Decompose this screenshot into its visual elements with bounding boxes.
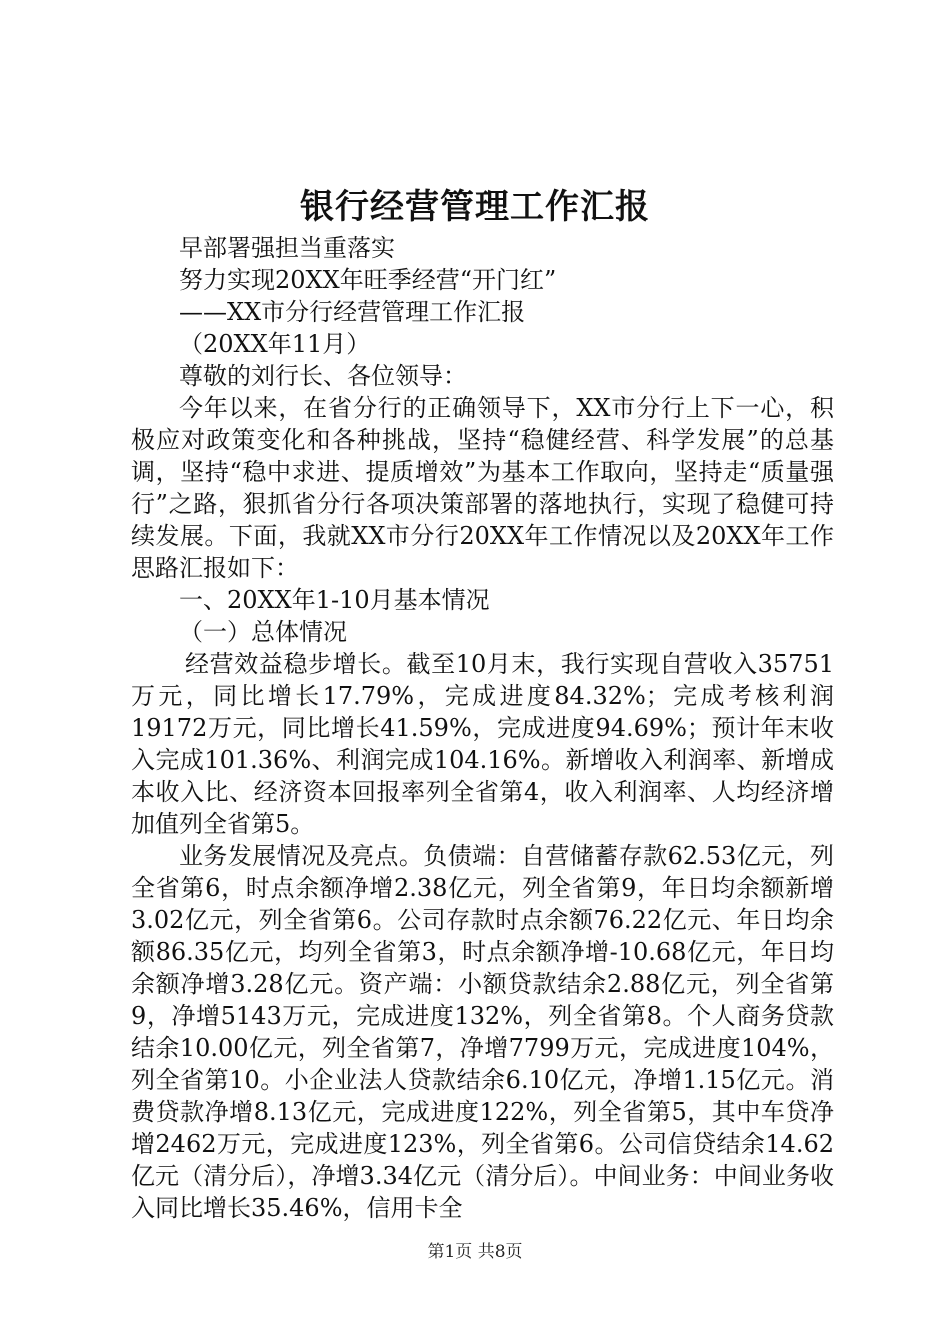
subtitle-line-3: ——XX市分行经营管理工作汇报 (179, 298, 526, 326)
salutation: 尊敬的刘行长、各位领导： (179, 362, 467, 390)
date-line: （20XX年11月） (179, 330, 371, 358)
document-body (131, 232, 834, 1224)
subsection-heading: （一）总体情况 (179, 618, 347, 646)
subtitle-line-1: 早部署强担当重落实 (179, 234, 395, 262)
document-title: 银行经营管理工作汇报 (300, 187, 650, 227)
section-heading: 一、20XX年1-10月基本情况 (179, 586, 490, 614)
subtitle-line-2: 努力实现20XX年旺季经营“开门红” (179, 266, 557, 294)
page-footer: 第1页 共8页 (427, 1242, 523, 1262)
performance-paragraph: 经营效益稳步增长。截至10月末，我行实现自营收入35751万元，同比增长17.79%，完成进度84.32%；完成考核利润19172万元，同比增长41.59%，完成进度94.69%；预计年末收入完成101.36%、利润完成104.16%。新增收入利润率、新增成本收入比、经济资本回报率列全省第4，收入利润率、人均经济增加值列全省第5。 (131, 650, 834, 838)
intro-paragraph: 今年以来，在省分行的正确领导下，XX市分行上下一心，积极应对政策变化和各种挑战，坚持“稳健经营、科学发展”的总基调，坚持“稳中求进、提质增效”为基本工作取向，坚持走“质量强行”之路，狠抓省分行各项决策部署的落地执行，实现了稳健可持续发展。下面，我就XX市分行20XX年工作情况以及20XX年工作思路汇报如下： (131, 394, 834, 582)
business-paragraph: 业务发展情况及亮点。负债端：自营储蓄存款62.53亿元，列全省第6，时点余额净增2.38亿元，列全省第9，年日均余额新增3.02亿元，列全省第6。公司存款时点余额76.22亿元、年日均余额86.35亿元，均列全省第3，时点余额净增-10.68亿元，年日均余额净增3.28亿元。资产端：小额贷款结余2.88亿元，列全省第9，净增5143万元，完成进度132%，列全省第8。个人商务贷款结余10.00亿元，列全省第7，净增7799万元，完成进度104%，列全省第10。小企业法人贷款结余6.10亿元，净增1.15亿元。消费贷款净增8.13亿元，完成进度122%，列全省第5，其中车贷净增2462万元，完成进度123%，列全省第6。公司信贷结余14.62亿元（清分后），净增3.34亿元（清分后）。中间业务：中间业务收入同比增长35.46%，信用卡全 (131, 842, 834, 1222)
